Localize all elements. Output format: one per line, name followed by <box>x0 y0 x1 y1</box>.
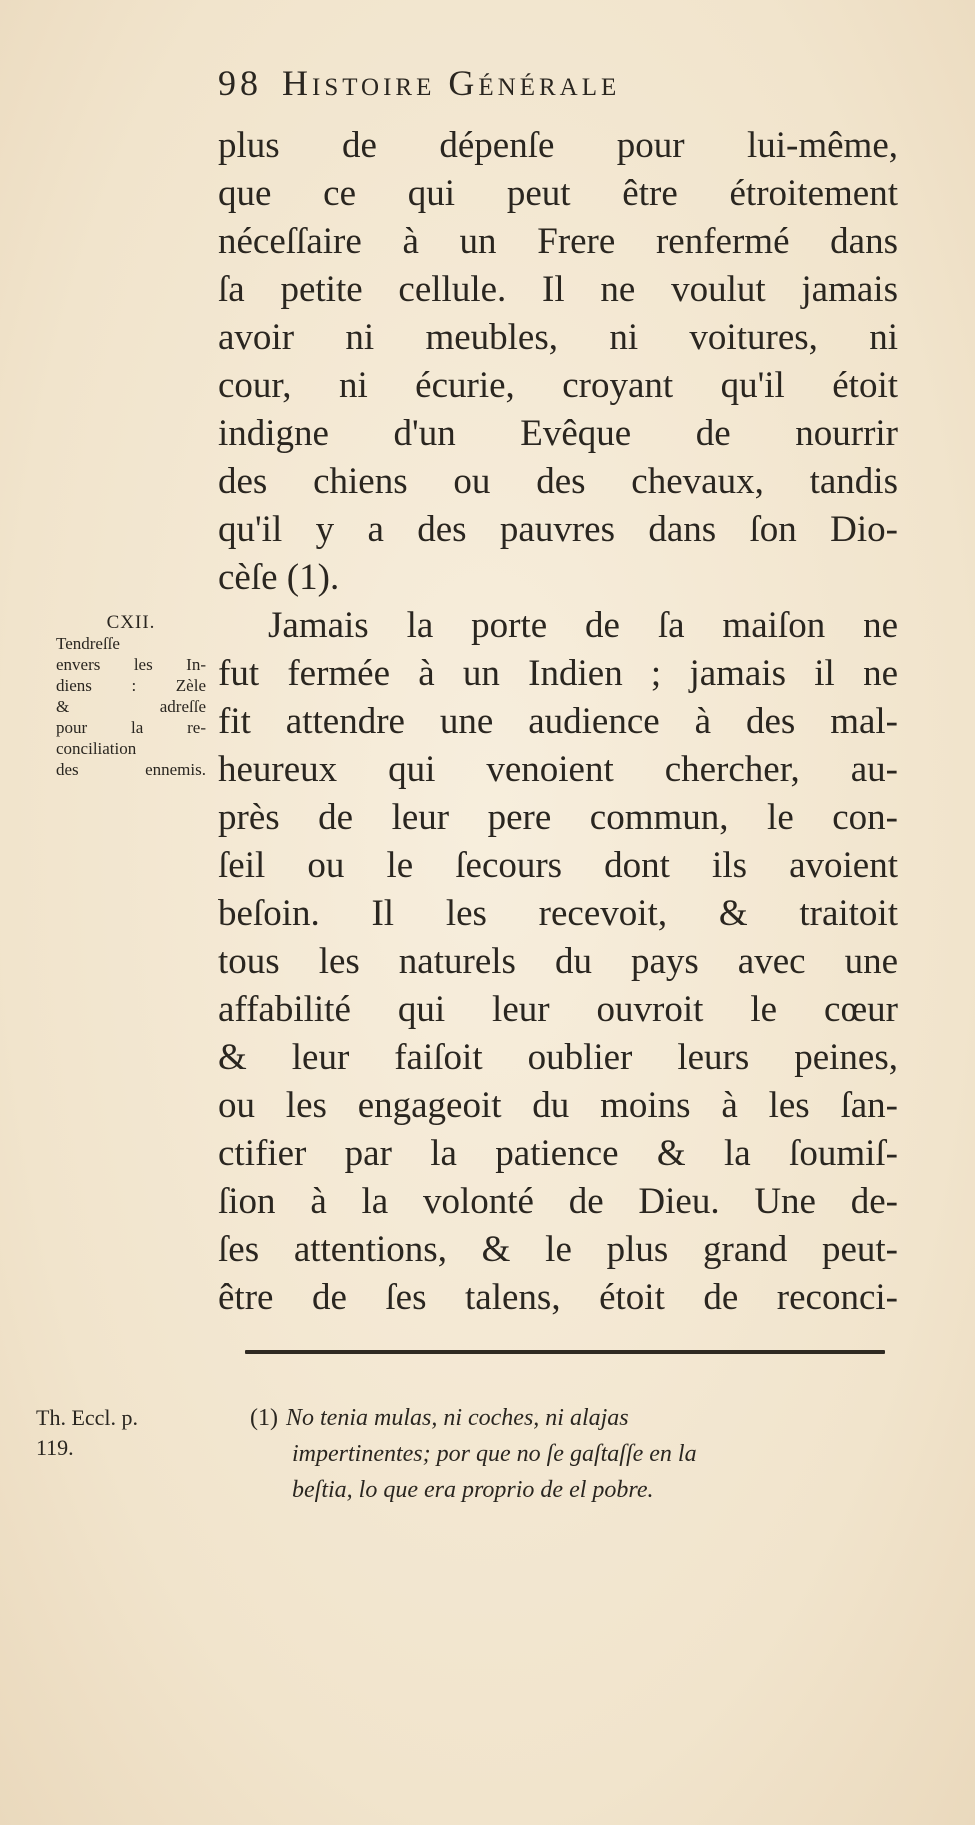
text-line: ſion à la volonté de Dieu. Une de- <box>218 1181 898 1222</box>
source-reference <box>36 1403 216 1463</box>
text-line: être de ſes talens, étoit de reconci- <box>218 1277 898 1318</box>
footnote-line <box>250 1400 890 1436</box>
margin-note-line: envers les In- <box>56 655 206 674</box>
text-line: qu'il y a des pauvres dans ſon Dio- <box>218 509 898 550</box>
page-title: Histoire Générale <box>282 63 621 103</box>
margin-note <box>56 612 206 780</box>
text-line: fut fermée à un Indien ; jamais il ne <box>218 653 898 694</box>
text-line: ou les engageoit du moins à les ſan- <box>218 1085 898 1126</box>
page-number: 98 <box>218 63 262 103</box>
paragraph-start-line: Jamais la porte de ſa maiſon ne <box>268 605 898 646</box>
reference-line: 119. <box>36 1435 74 1460</box>
text-line: avoir ni meubles, ni voitures, ni <box>218 317 898 358</box>
footnote-text: No tenia mulas, ni coches, ni alajas <box>285 1405 629 1431</box>
margin-note-line: pour la re- <box>56 718 206 737</box>
text-line: fit attendre une audience à des mal- <box>218 701 898 742</box>
text-line: ſes attentions, & le plus grand peut- <box>218 1229 898 1270</box>
text-line: cèſe (1). <box>218 557 340 598</box>
footnote-line: impertinentes; por que no ſe gaſtaſſe en la <box>292 1441 697 1467</box>
text-line: plus de dépenſe pour lui-même, <box>218 125 898 166</box>
reference-line: Th. Eccl. p. <box>36 1405 139 1430</box>
footnote-divider <box>245 1350 885 1354</box>
text-line: ſa petite cellule. Il ne voulut jamais <box>218 269 898 310</box>
text-line: indigne d'un Evêque de nourrir <box>218 413 898 454</box>
margin-note-line: conciliation <box>56 739 137 758</box>
footnote-line: beſtia, lo que era proprio de el pobre. <box>292 1477 654 1503</box>
section-number: CXII. <box>106 612 156 633</box>
text-line: tous les naturels du pays avec une <box>218 941 898 982</box>
text-line: des chiens ou des chevaux, tandis <box>218 461 898 502</box>
text-line: & leur faiſoit oublier leurs peines, <box>218 1037 898 1078</box>
main-text <box>218 122 898 1322</box>
text-line: ctifier par la patience & la ſoumiſ- <box>218 1133 898 1174</box>
footnote-marker: (1) <box>250 1405 278 1431</box>
margin-note-line: Tendreſſe <box>56 634 120 653</box>
text-line: beſoin. Il les recevoit, & traitoit <box>218 893 898 934</box>
footnote <box>250 1400 890 1508</box>
margin-note-line: des ennemis. <box>56 760 206 779</box>
text-line: cour, ni écurie, croyant qu'il étoit <box>218 365 898 406</box>
text-line: heureux qui venoient chercher, au- <box>218 749 898 790</box>
text-line: affabilité qui leur ouvroit le cœur <box>218 989 898 1030</box>
text-line: que ce qui peut être étroitement <box>218 173 898 214</box>
margin-note-line: diens : Zèle <box>56 676 206 695</box>
text-line: ſeil ou le ſecours dont ils avoient <box>218 845 898 886</box>
running-head <box>218 62 908 104</box>
margin-note-line: & adreſſe <box>56 697 206 716</box>
text-line: près de leur pere commun, le con- <box>218 797 898 838</box>
text-line: néceſſaire à un Frere renfermé dans <box>218 221 898 262</box>
